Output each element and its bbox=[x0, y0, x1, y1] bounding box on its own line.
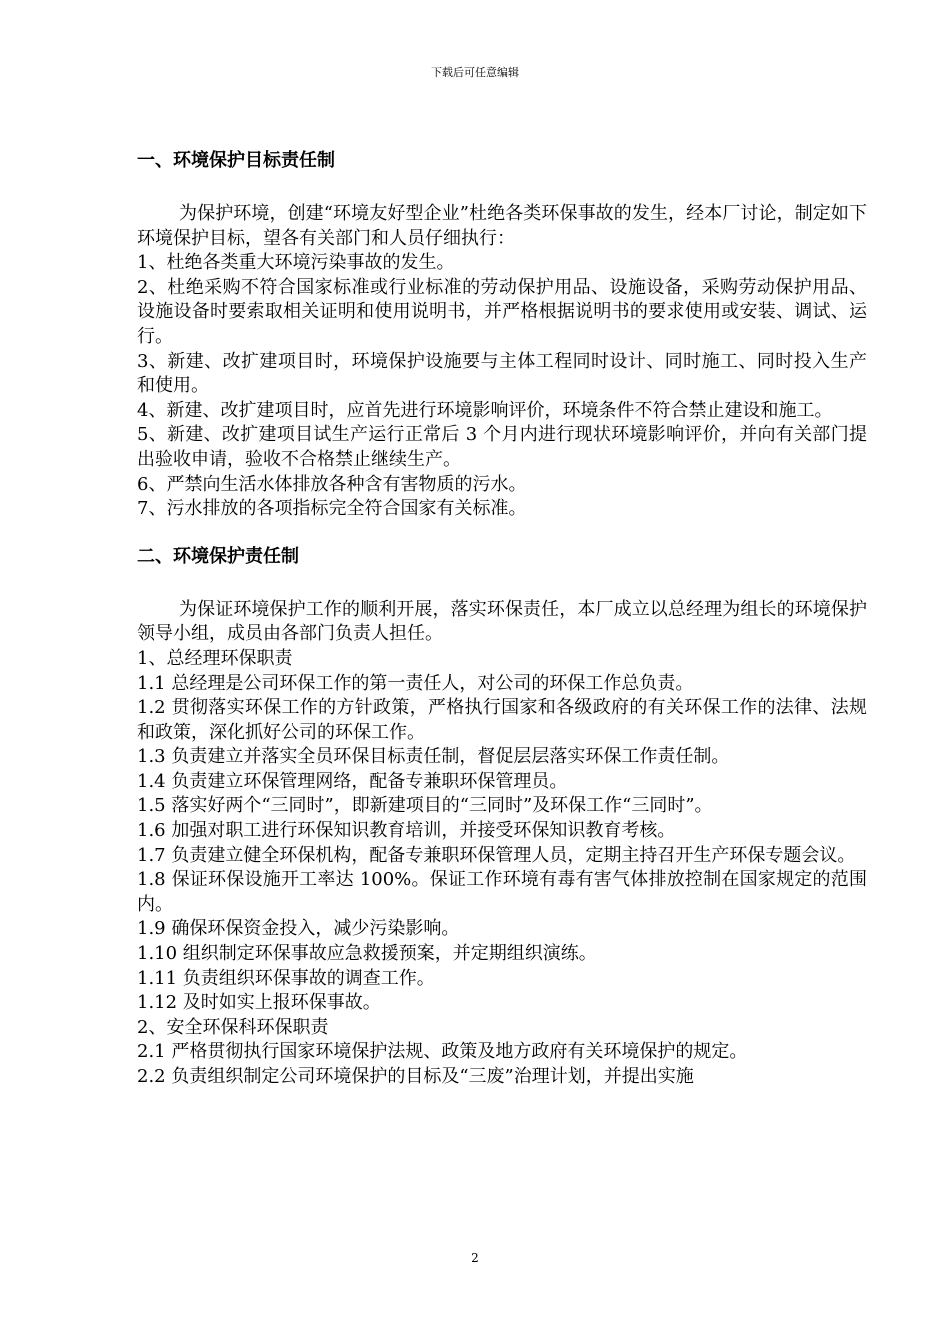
document-body bbox=[137, 148, 867, 1090]
section2-list bbox=[137, 647, 867, 1090]
list-item: 5、新建、改扩建项目试生产运行正常后 3 个月内进行现状环境影响评价，并向有关部门提出验收申请，验收不合格禁止继续生产。 bbox=[137, 424, 867, 470]
list-item: 3、新建、改扩建项目时，环境保护设施要与主体工程同时设计、同时施工、同时投入生产和使用。 bbox=[137, 350, 867, 397]
list-item: 1.2 贯彻落实环保工作的方针政策，严格执行国家和各级政府的有关环保工作的法律、法规和政策，深化抓好公司的环保工作。 bbox=[137, 697, 867, 743]
list-item: 1.5 落实好两个“三同时”，即新建项目的“三同时”及环保工作“三同时”。 bbox=[137, 795, 713, 817]
page-number: 2 bbox=[471, 1251, 479, 1265]
list-item: 4、新建、改扩建项目时，应首先进行环境影响评价，环境条件不符合禁止建设和施工。 bbox=[137, 399, 833, 421]
list-item: 2、安全环保科环保职责 bbox=[137, 1016, 329, 1038]
list-item: 1.1 总经理是公司环保工作的第一责任人，对公司的环保工作总负责。 bbox=[137, 672, 694, 694]
list-item: 1.11 负责组织环保事故的调查工作。 bbox=[137, 967, 435, 989]
section2-intro: 为保证环境保护工作的顺利开展，落实环保责任，本厂成立以总经理为组长的环境保护领导小组，成员由各部门负责人担任。 bbox=[137, 598, 867, 645]
list-item: 2、杜绝采购不符合国家标准或行业标准的劳动保护用品、设施设备，采购劳动保护用品、设施设备时要索取相关证明和使用说明书，并严格根据说明书的要求使用或安装、调试、运行。 bbox=[137, 276, 867, 347]
list-item: 1.12 及时如实上报环保事故。 bbox=[137, 992, 381, 1014]
list-item: 7、污水排放的各项指标完全符合国家有关标准。 bbox=[137, 498, 527, 520]
page-header: 下载后可任意编辑 bbox=[431, 66, 519, 79]
list-item: 1、杜绝各类重大环境污染事故的发生。 bbox=[137, 252, 455, 274]
list-item: 1.4 负责建立环保管理网络，配备专兼职环保管理员。 bbox=[137, 770, 568, 792]
list-item: 1.6 加强对职工进行环保知识教育培训，并接受环保知识教育考核。 bbox=[137, 820, 676, 842]
list-item: 1、总经理环保职责 bbox=[137, 647, 293, 669]
list-item: 2.2 负责组织制定公司环境保护的目标及“三废”治理计划，并提出实施 bbox=[137, 1066, 694, 1087]
list-item: 1.7 负责建立健全环保机构，配备专兼职环保管理人员，定期主持召开生产环保专题会议。 bbox=[137, 844, 856, 866]
list-item: 1.3 负责建立并落实全员环保目标责任制，督促层层落实环保工作责任制。 bbox=[137, 746, 730, 768]
list-item: 6、严禁向生活水体排放各种含有害物质的污水。 bbox=[137, 473, 527, 495]
list-item: 1.9 确保环保资金投入，减少污染影响。 bbox=[137, 918, 460, 940]
section1-intro: 为保护环境，创建“环境友好型企业”杜绝各类环保事故的发生，经本厂讨论，制定如下环境保护目标，望各有关部门和人员仔细执行： bbox=[137, 203, 867, 249]
section1-heading: 一、环境保护目标责任制 bbox=[137, 150, 335, 171]
list-item: 2.1 严格贯彻执行国家环境保护法规、政策及地方政府有关环境保护的规定。 bbox=[137, 1041, 748, 1063]
section1-list bbox=[137, 251, 867, 522]
list-item: 1.8 保证环保设施开工率达 100%。保证工作环境有毒有害气体排放控制在国家规定的范围内。 bbox=[137, 869, 867, 915]
section2-heading: 二、环境保护责任制 bbox=[137, 545, 299, 567]
list-item: 1.10 组织制定环保事故应急救援预案，并定期组织演练。 bbox=[137, 943, 597, 965]
